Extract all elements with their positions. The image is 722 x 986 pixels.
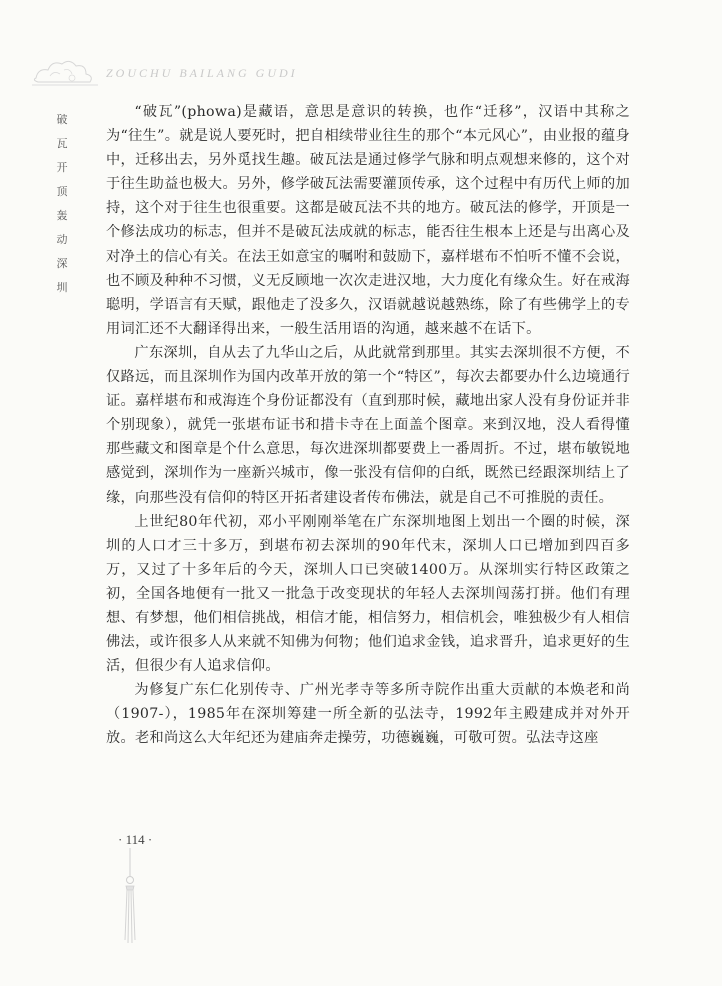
side-char: 轰	[56, 209, 68, 222]
side-char: 圳	[56, 281, 68, 294]
side-char: 瓦	[56, 137, 68, 150]
paragraph: 上世纪80年代初，邓小平刚刚举笔在广东深圳地图上划出一个圈的时候，深圳的人口才三十多万，到堪布初去深圳的90年代末，深圳人口已增加到四百多万，又过了十多年后的今天，深圳人口已突破1400万。从深圳实行特区政策之初，全国各地便有一批又一批急于改变现状的年轻人去深圳闯荡打拼。他们有理想、有梦想，他们相信挑战，相信才能，相信努力，相信机会，唯独极少有人相信佛法，或许很多人从来就不知佛为何物；他们追求金钱，追求晋升，追求更好的生活，但很少有人追求信仰。	[106, 513, 630, 675]
side-char: 顶	[56, 185, 68, 198]
header-title: ZOUCHU BAILANG GUDI	[106, 66, 298, 80]
side-char: 深	[56, 257, 68, 270]
side-char: 开	[56, 161, 68, 174]
page-number: · 114 ·	[118, 832, 153, 847]
paragraph: 为修复广东仁化别传寺、广州光孝寺等多所寺院作出重大贡献的本焕老和尚（1907-），1985年在深圳筹建一所全新的弘法寺，1992年主殿建成并对外开放。老和尚这么大年纪还为建庙奔走操劳，功德巍巍，可敬可贺。弘法寺这座	[106, 682, 630, 747]
body-text	[106, 100, 630, 751]
tassel-ornament-icon	[120, 848, 140, 948]
paragraph: “破瓦”(phowa)是藏语，意思是意识的转换，也作“迁移”，汉语中其称之为“往生”。就是说人要死时，把自相续带业往生的那个“本元风心”，由业报的蕴身中，迁移出去，另外觅找生趣。破瓦法是通过修学气脉和明点观想来修的，这个对于往生助益也极大。另外，修学破瓦法需要灌顶传承，这个过程中有历代上师的加持，这个对于往生也很重要。这都是破瓦法不共的地方。破瓦法的修学，开顶是一个修法成功的标志，但并不是破瓦法成就的标志，能否往生根本上还是与出离心及对净土的信心有关。在法王如意宝的嘱咐和鼓励下，嘉样堪布不怕听不懂不会说，也不顾及种种不习惯，义无反顾地一次次走进汉地，大力度化有缘众生。好在戒海聪明，学语言有天赋，跟他走了没多久，汉语就越说越熟练，除了有些佛学上的专用词汇还不大翻译得出来，一般生活用语的沟通，越来越不在话下。	[106, 104, 630, 337]
vertical-chapter-title	[54, 108, 70, 300]
paragraph: 广东深圳，自从去了九华山之后，从此就常到那里。其实去深圳很不方便，不仅路远，而且深圳作为国内改革开放的第一个“特区”，每次去都要办什么边境通行证。嘉样堪布和戒海连个身份证都没有（直到那时候，藏地出家人没有身份证并非个别现象），就凭一张堪布证书和措卡寺在上面盖个图章。来到汉地，没人看得懂那些藏文和图章是个什么意思，每次进深圳都要费上一番周折。不过，堪布敏锐地感觉到，深圳作为一座新兴城市，像一张没有信仰的白纸，既然已经跟深圳结上了缘，向那些没有信仰的特区开拓者建设者传布佛法，就是自己不可推脱的责任。	[106, 344, 630, 506]
side-char: 破	[56, 113, 68, 126]
side-char: 动	[56, 233, 68, 246]
running-header	[28, 52, 668, 92]
